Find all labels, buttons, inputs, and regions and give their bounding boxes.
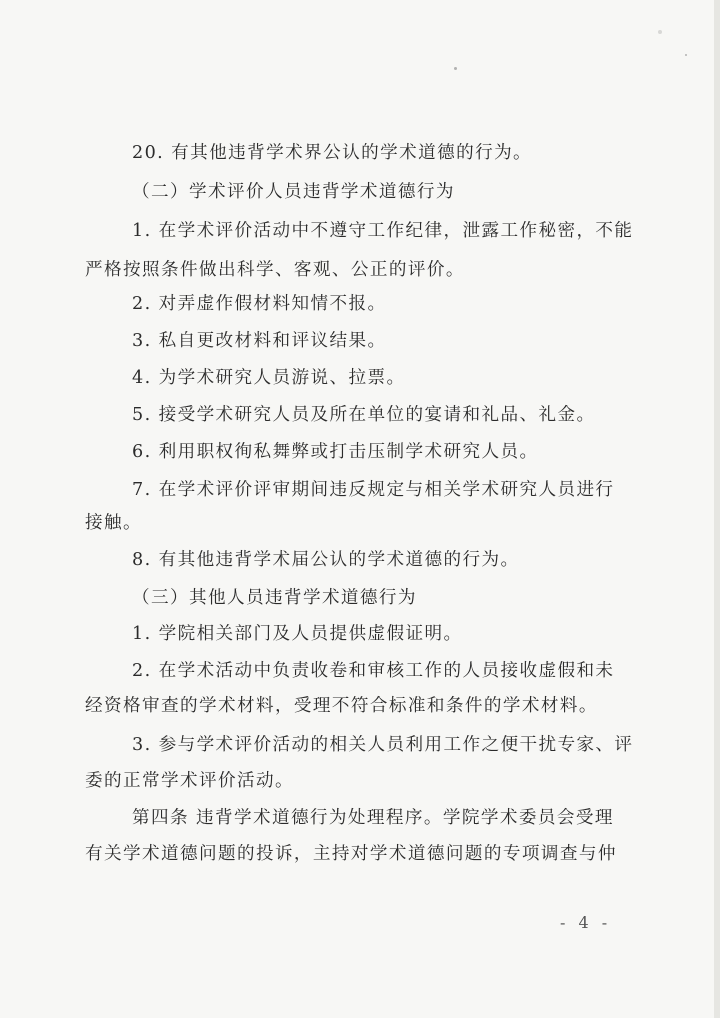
text-line: 3. 私自更改材料和评议结果。 bbox=[132, 331, 387, 351]
page-number: - 4 - bbox=[560, 913, 612, 932]
text-line: 3. 参与学术评价活动的相关人员利用工作之便干扰专家、评 bbox=[132, 735, 634, 755]
text-line: 严格按照条件做出科学、客观、公正的评价。 bbox=[85, 260, 465, 280]
text-line: 接触。 bbox=[85, 513, 142, 533]
text-line: 5. 接受学术研究人员及所在单位的宴请和礼品、礼金。 bbox=[132, 405, 596, 425]
text-line: 1. 在学术评价活动中不遵守工作纪律，泄露工作秘密，不能 bbox=[132, 221, 634, 241]
text-line: 7. 在学术评价评审期间违反规定与相关学术研究人员进行 bbox=[132, 480, 615, 500]
text-line: 20. 有其他违背学术界公认的学术道德的行为。 bbox=[132, 143, 533, 163]
section-heading: （二）学术评价人员违背学术道德行为 bbox=[132, 182, 455, 202]
text-line: 2. 在学术活动中负责收卷和审核工作的人员接收虚假和未 bbox=[132, 661, 615, 681]
text-line: 4. 为学术研究人员游说、拉票。 bbox=[132, 368, 406, 388]
text-line: 6. 利用职权徇私舞弊或打击压制学术研究人员。 bbox=[132, 442, 539, 462]
text-line: 2. 对弄虚作假材料知情不报。 bbox=[132, 294, 387, 314]
text-line: 有关学术道德问题的投诉，主持对学术道德问题的专项调查与仲 bbox=[85, 844, 617, 864]
text-line: 8. 有其他违背学术届公认的学术道德的行为。 bbox=[132, 550, 520, 570]
text-line: 经资格审查的学术材料，受理不符合标准和条件的学术材料。 bbox=[85, 696, 598, 716]
text-line: 委的正常学术评价活动。 bbox=[85, 771, 294, 791]
section-heading: （三）其他人员违背学术道德行为 bbox=[132, 588, 417, 608]
article-line: 第四条 违背学术道德行为处理程序。学院学术委员会受理 bbox=[132, 808, 614, 828]
text-line: 1. 学院相关部门及人员提供虚假证明。 bbox=[132, 624, 463, 644]
